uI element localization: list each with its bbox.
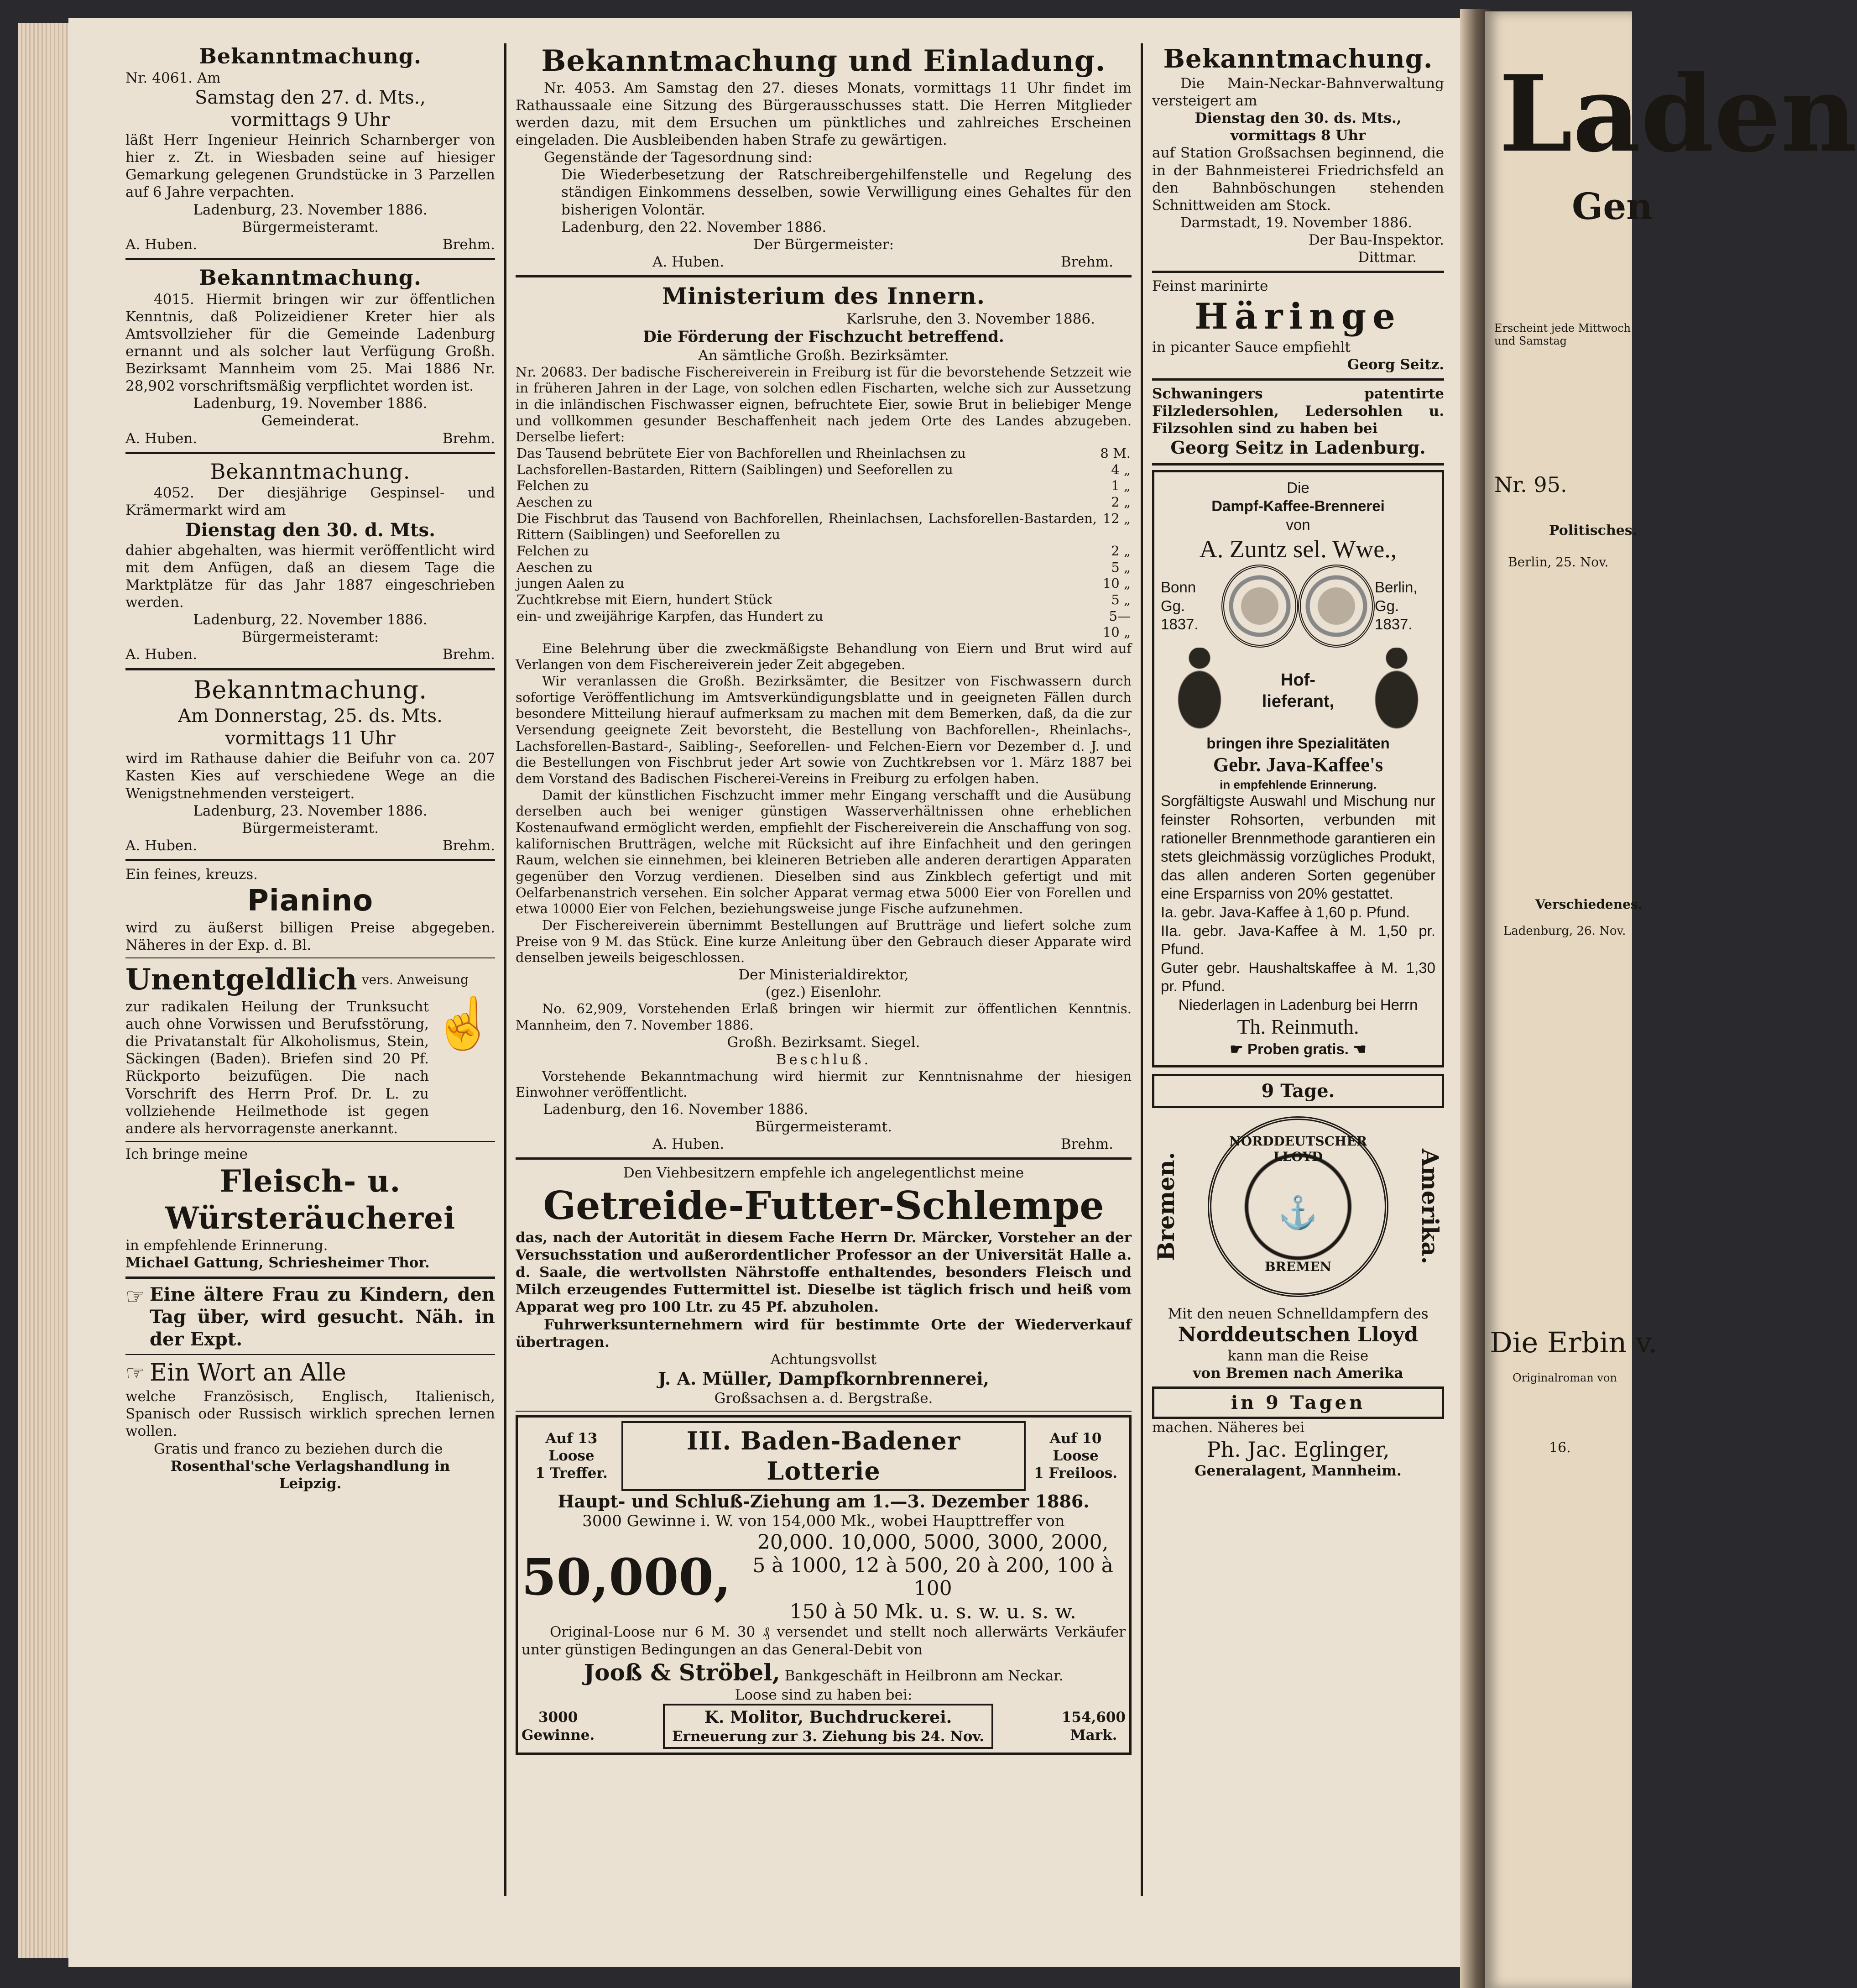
lottery-note-line: 1 Treffer.	[535, 1465, 608, 1482]
notice-place-date: Ladenburg, 22. November 1886.	[193, 612, 428, 628]
divider	[1152, 463, 1444, 466]
notice-agenda-item: Die Wiederbesetzung der Ratschreibergehilfenstelle und Regelung des ständigen Einkommens desselben, sowie Verwilligung eines Gehaltes für den bisherigen Volontär.	[561, 167, 1132, 218]
norddeutscher-lloyd-logo-icon	[1208, 1116, 1388, 1297]
signatures	[125, 236, 495, 253]
lottery-foot-line: 3000	[538, 1709, 578, 1726]
lottery-prizes: 3000 Gewinne i. W. von 154,000 Mk., wobei Haupttreffer von	[582, 1512, 1065, 1531]
column-rule-2	[1141, 43, 1143, 1896]
lottery-foot-line: Gewinne.	[522, 1726, 595, 1743]
price-row	[516, 608, 1132, 641]
signature: A. Huben.	[125, 236, 198, 253]
signature: Brehm.	[442, 430, 495, 447]
price-row	[516, 494, 1132, 511]
logo-ring-text: BREMEN	[1264, 1259, 1332, 1275]
price-item: Felchen zu	[516, 478, 589, 494]
medal-icon	[1298, 565, 1375, 648]
divider	[125, 1354, 495, 1355]
royal-crest-icon	[1161, 648, 1238, 734]
signatures	[125, 646, 495, 663]
coffee-city-right	[1375, 578, 1435, 634]
signatures	[125, 837, 495, 854]
ad-body: in empfehlende Erinnerung.	[125, 1237, 328, 1254]
notice-body: Vorstehende Bekanntmachung wird hiermit zur Kenntnisnahme der hiesigen Einwohner veröffentlicht.	[516, 1068, 1132, 1100]
divider	[125, 668, 495, 670]
price-value: 4 „	[1111, 461, 1131, 477]
coffee-price: IIa. gebr. Java-Kaffee à M. 1,50 pr. Pfund.	[1161, 922, 1435, 958]
divider	[1152, 271, 1444, 273]
masthead: Laden	[1499, 52, 1857, 176]
pointing-hand-icon: ☚	[1353, 1040, 1367, 1057]
serial-part: 16.	[1549, 1440, 1571, 1456]
ad-title: Bekanntmachung.	[193, 675, 428, 704]
notice-office: Bürgermeisteramt.	[755, 1119, 892, 1135]
prize-line: 5 à 1000, 12 à 500, 20 à 200, 100 à 100	[752, 1554, 1113, 1601]
coffee-firm: A. Zuntz sel. Wwe.,	[1199, 535, 1397, 563]
lottery-ad	[516, 1415, 1132, 1755]
masthead-info: Erscheint jede Mittwoch und Samstag	[1494, 322, 1631, 347]
signature: A. Huben.	[125, 646, 198, 663]
notice-place-date: Ladenburg, 23. November 1886.	[193, 802, 428, 819]
price-table	[516, 511, 1132, 641]
coffee-crests	[1161, 648, 1435, 734]
pointing-hand-icon: ☝	[433, 994, 495, 1052]
price-item: Aeschen zu	[516, 559, 593, 575]
founded: Gg. 1837.	[1161, 597, 1199, 633]
notice-place-date: Ladenburg, 19. November 1886.	[193, 395, 428, 412]
ad-body: wird zu äußerst billigen Preise abgegeben. Näheres in der Exp. d. Bl.	[125, 919, 495, 954]
lottery-main-prize	[522, 1531, 1126, 1623]
lloyd-emblem-row	[1152, 1116, 1444, 1297]
signature: Brehm.	[442, 646, 495, 663]
lottery-note-line: Auf 10 Loose	[1049, 1430, 1102, 1465]
coffee-price: Guter gebr. Haushaltskaffee à M. 1,30 pr. Pfund.	[1161, 959, 1435, 995]
lottery-renewal: Erneuerung zur 3. Ziehung bis 24. Nov.	[672, 1728, 985, 1745]
notice-subheading: Die Förderung der Fischzucht betreffend.	[643, 327, 1004, 346]
serial-title: Die Erbin v.	[1490, 1326, 1658, 1359]
divider	[125, 957, 495, 958]
coffee-dealer: Th. Reinmuth.	[1237, 1015, 1359, 1039]
notice-office: Gemeinderat.	[261, 413, 360, 429]
price-value: 2 „	[1111, 543, 1131, 559]
lottery-foot-left	[522, 1709, 595, 1743]
ad-header	[125, 962, 495, 998]
price-row	[516, 445, 1132, 462]
ad-content	[125, 1283, 495, 1351]
ad-salutation: Achtungsvollst	[770, 1351, 877, 1368]
column-rule-1	[504, 43, 506, 1896]
coffee-city-left	[1161, 578, 1221, 634]
notice-body: läßt Herr Ingenieur Heinrich Scharnberger von hier z. Zt. in Wiesbaden seine auf hiesiger Gemarkung gelegenen Grundstücke in 3 Parzellen auf 6 Jahre verpachten.	[125, 132, 495, 201]
signature: A. Huben.	[125, 430, 198, 447]
notice-signatory: Dittmar.	[1358, 249, 1417, 266]
founded: Gg. 1837.	[1374, 597, 1413, 633]
notice-body: Nr. 20683. Der badische Fischereiverein in Freiburg ist für die bevorstehende Setzzeit wie in früheren Jahren in der Lage, von solchen edlen Fischarten, welche sich zur Aussetzung in die inländischen Fischwasser eignen, befruchtete Eier, sowie Brut in beliebiger Menge und vollkommen gesunder Beschaffenheit nach jedem Orte des Landes abzugeben. Derselbe liefert:	[516, 364, 1132, 445]
publisher-name: Rosenthal'sche Verlagshandlung in	[170, 1458, 450, 1475]
price-row	[516, 560, 1132, 576]
price-item: Aeschen zu	[516, 494, 593, 510]
ad-title: Fleisch- u.	[219, 1163, 401, 1199]
ad-title: Bekanntmachung.	[210, 459, 411, 484]
prize-line: 150 à 50 Mk. u. s. w. u. s. w.	[789, 1600, 1076, 1623]
ad-title: Ministerium des Innern.	[662, 283, 986, 310]
lloyd-destination: Amerika.	[1417, 1149, 1444, 1265]
advertiser-name: Michael Gattung, Schriesheimer Thor.	[125, 1255, 430, 1271]
signature: Brehm.	[1060, 1136, 1113, 1153]
lottery-header	[522, 1421, 1126, 1491]
ad-body: Gratis und franco zu beziehen durch die	[154, 1440, 443, 1457]
notice-office: Großh. Bezirksamt. Siegel.	[727, 1034, 920, 1051]
advertiser-name: Georg Seitz in Ladenburg.	[1170, 437, 1426, 458]
notice-date: Am Donnerstag, 25. ds. Mts.	[178, 705, 443, 727]
signatures	[516, 253, 1132, 271]
price-row	[516, 592, 1132, 608]
ad-title: Ein Wort an Alle	[150, 1359, 346, 1387]
price-value: 5 „	[1111, 559, 1131, 575]
divider	[1152, 378, 1444, 381]
column-right	[1152, 43, 1444, 1480]
notice-time: vormittags 11 Uhr	[225, 728, 396, 749]
notice-place-date: Ladenburg, 23. November 1886.	[193, 201, 428, 218]
notice-number: Nr. 4061. Am	[125, 69, 221, 86]
lottery-note-line: 1 Freiloos.	[1034, 1465, 1118, 1482]
pointing-hand-icon: ☞	[125, 1283, 146, 1309]
coffee-body: Sorgfältigste Auswahl und Mischung nur feinster Rohsorten, verbunden mit rationeller Brennmethode garantieren ein stets gleichmässig vorzügliches Produkt, das allen anderen Sorten gegenüber eine Ersparniss von 20% gestattet.	[1161, 792, 1435, 902]
agent-name: Ph. Jac. Eglinger,	[1206, 1437, 1390, 1462]
city: Berlin,	[1374, 578, 1418, 596]
price-row	[516, 575, 1132, 592]
notice-body: Der Fischereiverein übernimmt Bestellungen auf Brutträge und liefert solche zum Preise von 9 M. das Stück. Eine kurze Anleitung über den Gebrauch dieser Apparate wird denselben jeweils beigeschlossen.	[516, 917, 1132, 966]
divider	[125, 859, 495, 861]
ad-pretext: Ich bringe meine	[125, 1146, 248, 1162]
lottery-top-prize: 50,000,	[522, 1548, 731, 1607]
lottery-foot-right	[1062, 1709, 1126, 1743]
section-heading: Verschiedenes.	[1535, 897, 1643, 912]
coffee-ad	[1152, 470, 1444, 1067]
column-middle	[516, 43, 1132, 1755]
lloyd-name: Norddeutschen Lloyd	[1178, 1323, 1419, 1346]
ad-body: Fuhrwerksunternehmern wird für bestimmte Orte der Wiederverkauf übertragen.	[516, 1316, 1132, 1350]
coffee-line: Dampf-Kaffee-Brennerei	[1211, 497, 1385, 515]
divider	[516, 1411, 1132, 1412]
coffee-samples-label: Proben gratis.	[1247, 1040, 1349, 1057]
advertiser-name: Georg Seitz.	[1347, 356, 1444, 373]
dateline: Berlin, 25. Nov.	[1508, 555, 1609, 570]
price-value: 5—10 „	[1102, 608, 1131, 640]
lloyd-banner: in 9 Tagen	[1152, 1386, 1444, 1419]
price-item: Lachsforellen-Bastarden, Rittern (Saiblingen) und Seeforellen zu	[516, 461, 953, 477]
ad-title: Bekanntmachung.	[199, 44, 422, 68]
notice-date: Dienstag den 30. d. Mts.	[185, 519, 436, 541]
ad-sidenote: vers. Anweisung	[361, 972, 469, 988]
ad-pretext: Feinst marinirte	[1152, 278, 1268, 295]
notice-body: Nr. 4053. Am Samstag den 27. dieses Monats, vormittags 11 Uhr findet im Rathaussaale eine Sitzung des Bürgerausschusses statt. Die Herren Mitglieder werden dazu, mit dem Ersuchen um pünktliches und zahlreiches Erscheinen eingeladen. Die Ausbleibenden haben Strafe zu gewärtigen.	[516, 79, 1132, 149]
coffee-line: in empfehlende Erinnerung.	[1220, 777, 1377, 791]
divider	[516, 275, 1132, 277]
pointing-hand-icon: ☛	[1230, 1040, 1243, 1057]
notice-body: wird im Rathause dahier die Beifuhr von ca. 207 Kasten Kies auf verschiedene Wege an die Wenigstnehmenden versteigert.	[125, 750, 495, 802]
divider	[125, 1141, 495, 1142]
signature: Brehm.	[442, 236, 495, 253]
lloyd-line: machen. Näheres bei	[1152, 1419, 1305, 1436]
lottery-right-note	[1026, 1430, 1126, 1482]
notice-place-date: Darmstadt, 19. November 1886.	[1180, 214, 1413, 231]
price-row	[516, 462, 1132, 478]
notice-body: dahier abgehalten, was hiermit veröffentlicht wird mit dem Anfügen, daß an diesem Tage die Marktplätze für das Jahr 1887 eingeschrieben werden.	[125, 542, 495, 611]
ad-body: welche Französisch, Englisch, Italienisch, Spanisch oder Russisch wirklich sprechen lernen wollen.	[125, 1388, 495, 1440]
lloyd-line: Mit den neuen Schnelldampfern des	[1168, 1305, 1429, 1322]
signature: A. Huben.	[652, 253, 725, 270]
ad-pretext: Den Viehbesitzern empfehle ich angelegentlichst meine	[623, 1165, 1024, 1182]
notice-subheading: Gegenstände der Tagesordnung sind:	[544, 149, 813, 166]
ad-body: Eine ältere Frau zu Kindern, den Tag über, wird gesucht. Näh. in der Expt.	[150, 1283, 495, 1350]
notice-subheading: Beschluß.	[776, 1051, 871, 1068]
divider	[125, 258, 495, 260]
price-item: Das Tausend bebrütete Eier von Bachforellen und Rheinlachsen zu	[516, 445, 966, 461]
notice-date: Samstag den 27. d. Mts.,	[194, 87, 426, 108]
lottery-body: Original-Loose nur 6 M. 30 ₰ versendet und stellt noch allerwärts Verkäufer unter günstigen Bedingungen an das General-Debit von	[522, 1624, 1126, 1658]
notice-office: Bürgermeisteramt:	[241, 629, 379, 646]
lottery-seller-box	[663, 1704, 993, 1748]
price-value: 12 „	[1102, 510, 1131, 526]
price-item: ein- und zweijährige Karpfen, das Hundert zu	[516, 608, 824, 624]
notice-office: Der Bau-Inspektor.	[1308, 232, 1444, 248]
ad-title: Häringe	[1195, 296, 1402, 338]
lottery-seller: K. Molitor, Buchdruckerei.	[704, 1708, 952, 1727]
divider	[125, 1277, 495, 1279]
notice-place-date: Ladenburg, den 22. November 1886.	[561, 219, 827, 235]
issue-number: Nr. 95.	[1494, 472, 1567, 497]
ad-title: Bekanntmachung.	[199, 265, 422, 290]
coffee-price: Ia. gebr. Java-Kaffee à 1,60 p. Pfund.	[1161, 903, 1410, 921]
ad-content	[125, 994, 495, 1137]
notice-body: No. 62,909, Vorstehenden Erlaß bringen wir hiermit zur öffentlichen Kenntnis. Mannheim, den 7. November 1886.	[516, 1001, 1132, 1033]
notice-addressee: An sämtliche Großh. Bezirksämter.	[698, 347, 949, 364]
notice-body: Damit der künstlichen Fischzucht immer mehr Eingang verschafft und die Ausübung derselben auch bei weniger günstigen Wasserverhältnissen ohne erheblichen Kostenaufwand ermöglicht werden, empfiehlt der Fischereiverein die Anschaffung von sog. kalifornischen Brutträgen, welche mit Rücksicht auf ihre Einfachheit und den geringen Raum, welchen sie einnehmen, bei kleineren Betrieben alle anderen derartigen Apparaten gegenüber den Vorzug verdienen. Dieselben sind aus Zinkblech gefertigt und mit Oelfarbenanstrich versehen. Ein solcher Apparat vermag etwa 5000 Eier von Forellen und etwa 10000 Eier von Felchen, beziehungsweise junge Fische aufzunehmen.	[516, 787, 1132, 917]
notice-signatory-title: Der Ministerialdirektor,	[738, 966, 909, 983]
lottery-dealer	[522, 1658, 1126, 1687]
lloyd-line: kann man die Reise	[1227, 1347, 1369, 1364]
signature: A. Huben.	[652, 1136, 725, 1153]
ad-header	[125, 1359, 495, 1388]
signatures	[516, 1135, 1132, 1153]
notice-office: Der Bürgermeister:	[753, 236, 894, 253]
notice-body: 4052. Der diesjährige Gespinsel- und Krämermarkt wird am	[125, 485, 495, 519]
notice-place-date: Ladenburg, den 16. November 1886.	[543, 1101, 809, 1118]
price-value: 5 „	[1111, 591, 1131, 607]
notice-body: Die Main-Neckar-Bahnverwaltung versteigert am	[1152, 75, 1444, 109]
notice-body: 4015. Hiermit bringen wir zur öffentlichen Kenntnis, daß Polizeidiener Kreter hier als Amtsvollzieher für die Gemeinde Ladenburg ernannt und als solcher laut Verfügung Großh. Bezirksamt Mannheim vom 25. Mai 1886 Nr. 28,902 vorschriftsmäßig verpflichtet worden ist.	[125, 291, 495, 395]
ad-body: Schwaningers patentirte Filzledersohlen, Ledersohlen u. Filzsohlen sind zu haben bei	[1152, 385, 1444, 437]
coffee-samples	[1161, 1040, 1435, 1059]
lloyd-line: von Bremen nach Amerika	[1193, 1365, 1403, 1382]
medal-icon	[1221, 565, 1298, 648]
advertiser-name: J. A. Müller, Dampfkornbrennerei,	[658, 1368, 989, 1389]
masthead-subtitle: Gen	[1572, 185, 1653, 228]
ad-title: Pianino	[247, 884, 374, 918]
ad-body: in picanter Sauce empfiehlt	[1152, 339, 1351, 356]
lottery-left-note	[522, 1430, 621, 1482]
section-heading: Politisches.	[1549, 523, 1638, 539]
signatures	[125, 430, 495, 447]
dateline: Ladenburg, 26. Nov.	[1503, 924, 1626, 938]
price-item: Zuchtkrebse mit Eiern, hundert Stück	[516, 591, 772, 607]
agent-title: Generalagent, Mannheim.	[1195, 1463, 1402, 1480]
column-left	[125, 43, 495, 1492]
ad-body: das, nach der Autorität in diesem Fache Herrn Dr. Märcker, Vorsteher an der Versuchsstation und außerordentlicher Professor an der Universität Halle a. d. Saale, die wertvollsten Nährstoffe enthaltendes, besonders Fleisch und Milch erzeugendes Futtermittel ist. Dieselbe ist täglich frisch und heiß vom Apparat weg pro 100 Ltr. zu 45 Pf. abzuholen.	[516, 1229, 1132, 1316]
lottery-title: III. Baden-Badener Lotterie	[621, 1421, 1026, 1491]
ad-title: Bekanntmachung.	[1163, 44, 1433, 74]
purveyor-label: Hof-lieferant,	[1262, 670, 1335, 711]
coffee-line: bringen ihre Spezialitäten	[1206, 734, 1390, 752]
anchor-icon: ⚓	[1278, 1193, 1318, 1231]
notice-body: auf Station Großsachsen beginnend, die in der Bahnmeisterei Friedrichsfeld an den Bahnböschungen stehenden Schnittweiden am Stock.	[1152, 145, 1444, 214]
signature: A. Huben.	[125, 837, 198, 854]
coffee-medals	[1161, 565, 1435, 648]
lloyd-banner: 9 Tage.	[1152, 1074, 1444, 1108]
ad-title: Würsteräucherei	[165, 1200, 456, 1236]
lottery-draw-date: Haupt- und Schluß-Ziehung am 1.—3. Dezember 1886.	[558, 1491, 1090, 1512]
price-item: Die Fischbrut das Tausend von Bachforellen, Rheinlachsen, Lachsforellen-Bastarden, Rittern (Saiblingen) und Seeforellen zu	[516, 510, 1097, 543]
ad-title: Bekanntmachung und Einladung.	[541, 44, 1106, 78]
ad-pretext: Ein feines, kreuzs.	[125, 866, 258, 883]
lottery-footer	[522, 1704, 1126, 1748]
notice-place-date: Karlsruhe, den 3. November 1886.	[846, 310, 1095, 327]
notice-signatory: (gez.) Eisenlohr.	[765, 984, 882, 1001]
price-value: 10 „	[1102, 575, 1131, 591]
lottery-firm-place: Bankgeschäft in Heilbronn am Neckar.	[784, 1667, 1064, 1684]
lottery-availability: Loose sind zu haben bei:	[735, 1687, 913, 1704]
signature: Brehm.	[1060, 253, 1113, 270]
notice-body: Eine Belehrung über die zweckmäßigste Behandlung von Eiern und Brut wird auf Verlangen von dem Fischereiverein jeder Zeit abgegeben.	[516, 640, 1132, 673]
price-value: 8 M.	[1100, 445, 1131, 461]
publisher-city: Leipzig.	[279, 1475, 342, 1492]
notice-office: Bürgermeisteramt.	[242, 820, 379, 837]
lottery-note-line: Auf 13 Loose	[545, 1430, 598, 1465]
price-row	[516, 543, 1132, 560]
pointing-hand-icon: ☞	[125, 1360, 146, 1386]
price-row	[516, 511, 1132, 543]
divider	[516, 1157, 1132, 1160]
signature: Brehm.	[442, 837, 495, 854]
advertiser-place: Großsachsen a. d. Bergstraße.	[714, 1390, 933, 1407]
price-value: 1 „	[1111, 478, 1131, 494]
divider	[125, 452, 495, 454]
price-row	[516, 478, 1132, 494]
coffee-product: Gebr. Java-Kaffee's	[1213, 753, 1383, 776]
notice-time: vormittags 9 Uhr	[230, 109, 390, 131]
lottery-firm: Jooß & Ströbel,	[584, 1658, 780, 1686]
coffee-line: von	[1286, 516, 1310, 533]
prize-line: 20,000. 10,000, 5000, 3000, 2000,	[757, 1531, 1109, 1554]
coffee-line: Niederlagen in Ladenburg bei Herrn	[1178, 996, 1418, 1013]
royal-crest-icon	[1358, 648, 1435, 734]
notice-time: vormittags 8 Uhr	[1230, 127, 1366, 144]
price-item: Felchen zu	[516, 543, 589, 559]
city: Bonn	[1161, 578, 1196, 596]
notice-body: Wir veranlassen die Großh. Bezirksämter, die Besitzer von Fischwassern durch sofortige Veröffentlichung im Amtsverkündigungsblatte und in geeigneten Fällen durch besondere Mitteilung hierauf aufmerksam zu machen mit dem Bemerken, daß, da die zur Versendung geeignete Zeit bevorsteht, die Bestellung von Bachforellen-, Rheinlachs-, Lachsforellen-Bastard-, Saibling-, Seeforellen- und Felchen-Eiern vor Dezember d. J. und die Bestellungen von Fischbrut jeder Art sowie von Zuchtkrebsen vor 1. März 1887 bei dem Vorstand des Badischen Fischerei-Vereins in Freiburg zu erfolgen haben.	[516, 673, 1132, 787]
logo-ring-text: NORDDEUTSCHER LLOYD	[1229, 1133, 1367, 1165]
ad-title: Unentgeldlich	[125, 963, 357, 997]
lloyd-origin: Bremen.	[1153, 1152, 1179, 1261]
ad-body: zur radikalen Heilung der Trunksucht auch ohne Vorwissen und Berufsstörung, die Privatanstalt für Alkoholismus, Stein, Säckingen (Baden). Briefen sind 20 Pf. Rückporto beizufügen. Die nach Vorschrift des Herrn Prof. Dr. L. zu vollziehende Heilmethode ist gegen andere als hervorragenste anerkannt.	[125, 998, 429, 1137]
price-value: 2 „	[1111, 494, 1131, 510]
lottery-foot-line: 154,600	[1061, 1709, 1126, 1726]
ad-title: Getreide-Futter-Schlempe	[543, 1182, 1104, 1228]
lottery-prize-list	[740, 1531, 1126, 1623]
notice-office: Bürgermeisteramt.	[242, 219, 379, 235]
coffee-line: Die	[1287, 479, 1309, 496]
next-page	[1485, 11, 1857, 1988]
serial-subtitle: Originalroman von	[1513, 1371, 1617, 1384]
price-table	[516, 445, 1132, 511]
price-item: jungen Aalen zu	[516, 575, 625, 591]
notice-date: Dienstag den 30. ds. Mts.,	[1195, 110, 1402, 127]
lottery-foot-line: Mark.	[1070, 1726, 1117, 1743]
